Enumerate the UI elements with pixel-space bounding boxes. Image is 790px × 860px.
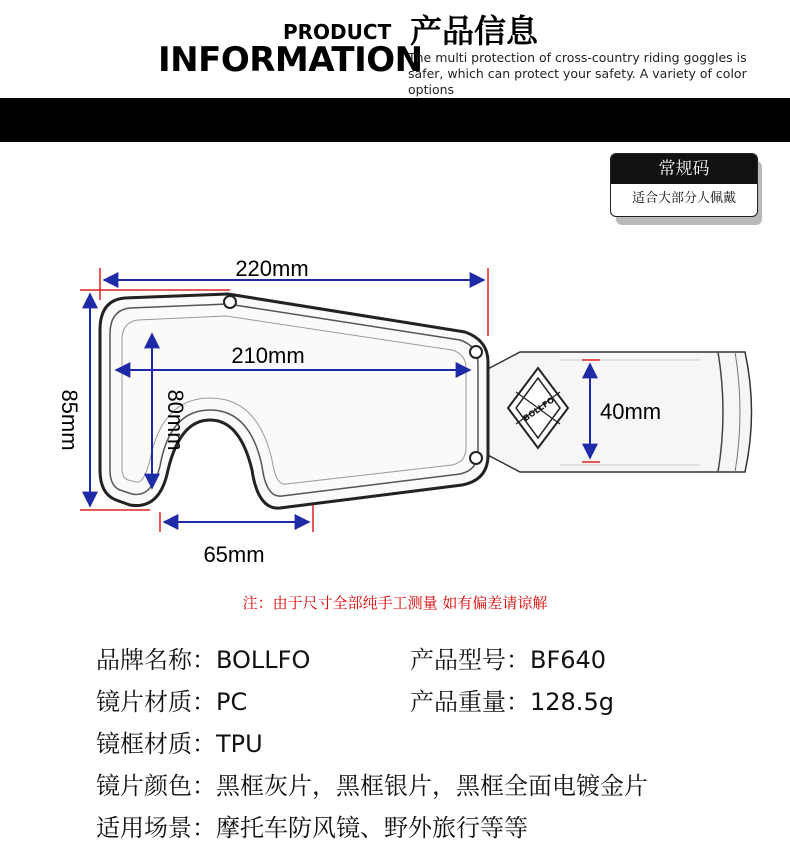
spec-model-label: 产品型号： [410,646,530,674]
title-information: INFORMATION [158,40,423,80]
spec-brand-value: BOLLFO [216,646,311,674]
spec-lens-color-label: 镜片颜色： [96,772,216,800]
spec-usage [96,808,528,843]
title-product: PRODUCT [283,20,392,44]
spec-frame-material-label: 镜框材质： [96,730,216,758]
goggle-dimension-diagram [0,240,790,600]
label-lens-width: 210mm [231,343,305,368]
spec-frame-material-value: TPU [216,730,263,758]
label-strap-width: 40mm [600,399,662,424]
title-chinese: 产品信息 [410,12,539,50]
logo-text: BOLLFO [521,395,556,424]
label-lens-height: 80mm [163,389,188,451]
spec-brand-label: 品牌名称： [96,646,216,674]
badge-box [610,153,758,217]
label-overall-height: 85mm [57,389,82,451]
label-overall-width: 220mm [235,256,309,281]
spec-weight-label: 产品重量： [410,688,530,716]
spec-lens-material-label: 镜片材质： [96,688,216,716]
spec-weight [410,682,614,717]
spec-model-value: BF640 [530,646,607,674]
spec-lens-material-value: PC [216,688,248,716]
header-divider-bar [0,98,790,142]
measurement-note: 注：由于尺寸全部纯手工测量 如有偏差请谅解 [242,594,548,612]
spec-frame-material [96,724,263,759]
spec-weight-value: 128.5g [530,688,614,716]
spec-lens-color-value: 黑框灰片，黑框银片，黑框全面电镀金片 [216,772,648,800]
badge-heading: 常规码 [611,154,757,184]
label-nose-width: 65mm [203,542,265,567]
spec-lens-color [96,766,648,801]
badge-subtitle: 适合大部分人佩戴 [631,191,736,206]
spec-usage-value: 摩托车防风镜、野外旅行等等 [216,814,528,842]
size-badge [610,153,758,215]
spec-usage-label: 适用场景： [96,814,216,842]
spec-brand [96,640,310,675]
spec-model [410,640,606,675]
goggle-frame [100,294,488,508]
spec-lens-material [96,682,247,717]
tagline: The multi protection of cross-country riding goggles is safer, which can protect your safety. A variety of color options [408,50,747,97]
